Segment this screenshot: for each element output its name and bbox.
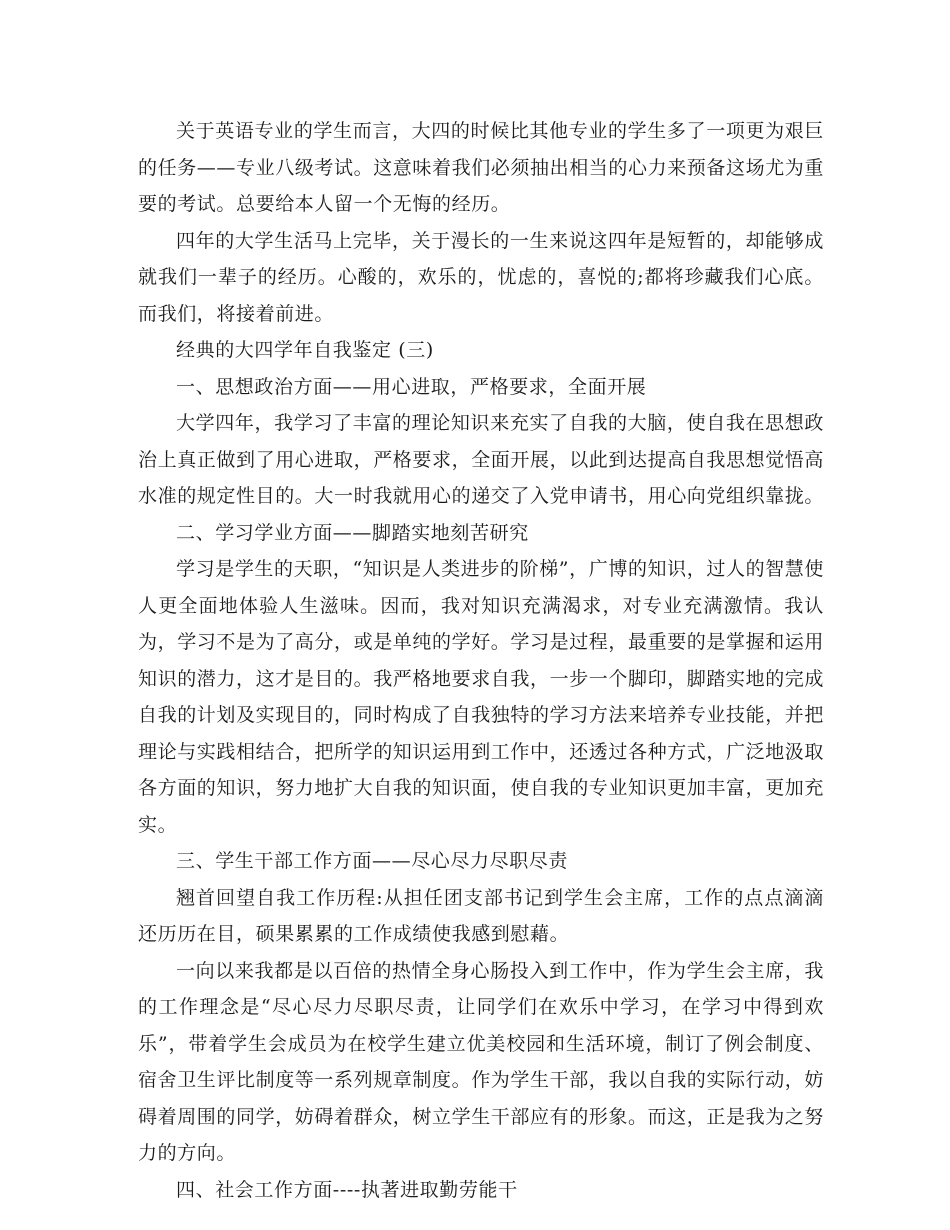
paragraph-four-years: 四年的大学生活马上完毕，关于漫长的一生来说这四年是短暂的，却能够成就我们一辈子的经历。心酸的，欢乐的，忧虑的，喜悦的;都将珍藏我们心底。而我们，将接着前进。 — [138, 229, 824, 325]
heading-social-work: 四、社会工作方面----执著进取勤劳能干 — [176, 1178, 518, 1201]
heading-study: 二、学习学业方面——脚踏实地刻苦研究 — [176, 521, 529, 544]
section-title: 经典的大四学年自我鉴定 (三) — [176, 339, 434, 361]
heading-student-cadre: 三、学生干部工作方面——尽心尽力尽职尽责 — [176, 850, 569, 872]
paragraph-english-major: 关于英语专业的学生而言，大四的时候比其他专业的学生多了一项更为艰巨的任务——专业八级考试。这意味着我们必须抽出相当的心力来预备这场尤为重要的考试。总要给本人留一个无悔的经历。 — [138, 120, 825, 215]
paragraph-cadre-review: 翘首回望自我工作历程:从担任团支部书记到学生会主席，工作的点点滴滴还历历在目，硕果累累的工作成绩使我感到慰藉。 — [138, 886, 824, 945]
paragraph-political: 大学四年，我学习了丰富的理论知识来充实了自我的大脑，使自我在思想政治上真正做到了用心进取，严格要求，全面开展，以此到达提高自我思想觉悟高水准的规定性目的。大一时我就用心的递交了入党申请书，用心向党组织靠拢。 — [138, 412, 825, 507]
paragraph-cadre-work: 一向以来我都是以百倍的热情全身心肠投入到工作中，作为学生会主席，我的工作理念是“尽心尽力尽职尽责，让同学们在欢乐中学习，在学习中得到欢乐”，带着学生会成员为在校学生建立优美校园和生活环境，制订了例会制度、宿舍卫生评比制度等一系列规章制度。作为学生干部，我以自我的实际行动，妨碍着周围的同学，妨碍着群众，树立学生干部应有的形象。而这，正是我为之努力的方向。 — [138, 959, 825, 1164]
document-body — [138, 113, 824, 1208]
paragraph-study: 学习是学生的天职，“知识是人类进步的阶梯”，广博的知识，过人的智慧使人更全面地体验人生滋味。因而，我对知识充满渴求，对专业充满激情。我认为，学习不是为了高分，或是单纯的学好。学习是过程，最重要的是掌握和运用知识的潜力，这才是目的。我严格地要求自我，一步一个脚印，脚踏实地的完成自我的计划及实现目的，同时构成了自我独特的学习方法来培养专业技能，并把理论与实践相结合，把所学的知识运用到工作中，还透过各种方式，广泛地汲取各方面的知识，努力地扩大自我的知识面，使自我的专业知识更加丰富，更加充实。 — [138, 558, 825, 836]
heading-political: 一、思想政治方面——用心进取，严格要求，全面开展 — [176, 375, 647, 398]
